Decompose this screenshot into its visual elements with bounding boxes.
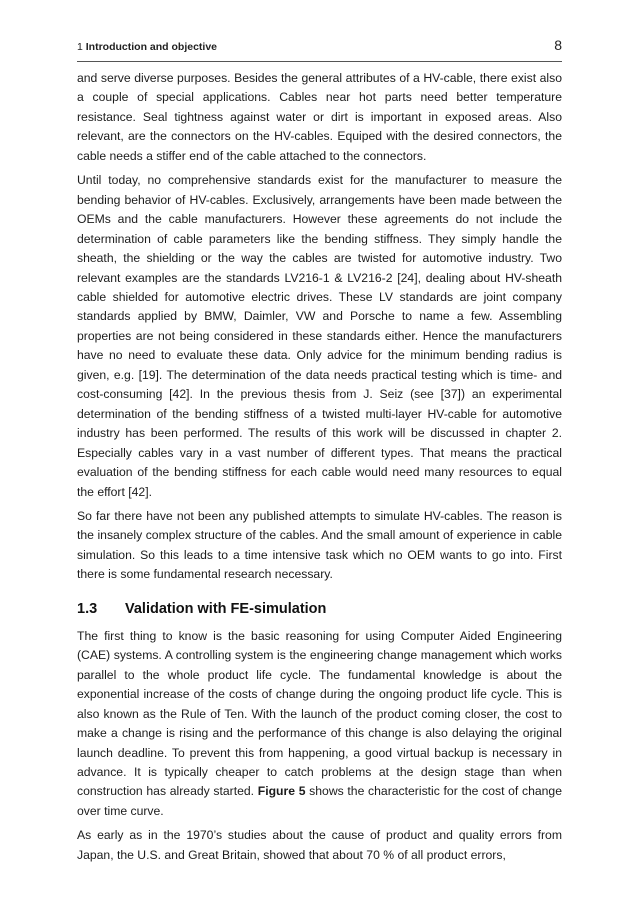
paragraph-text: The first thing to know is the basic reasoning for using Computer Aided Engineering (CAE) systems. A controlling system is the engineering change management which works parallel to the whole product life cycle. The fundamental knowledge is about the exponential increase of the costs of change during the ongoing product life cycle. This is also known as the Rule of Ten. With the launch of the product coming closer, the cost to make a change is rising and the performance of this change is also delaying the original launch deadline. To prevent this from happening, a good virtual backup is necessary in advance. It is typically cheaper to catch problems at the design stage than when construction has already started.: [77, 628, 562, 799]
paragraph: [77, 627, 562, 822]
paragraph: and serve diverse purposes. Besides the general attributes of a HV-cable, there exist also a couple of special applications. Cables near hot parts need better temperature resistance. Seal tightness against water or dirt is important in exposed areas. Also relevant, are the connectors on the HV-cables. Equiped with the desired connectors, the cable needs a stiffer end of the cable attached to the connectors.: [77, 71, 562, 163]
paragraph: As early as in the 1970’s studies about the cause of product and quality errors from Japan, the U.S. and Great Britain, showed that about 70 % of all product errors,: [77, 828, 562, 862]
section-heading: [77, 599, 562, 621]
chapter-title: Introduction and objective: [85, 41, 218, 53]
paragraph: Until today, no comprehensive standards exist for the manufacturer to measure the bending behavior of HV-cables. Exclusively, arrangements have been made between the OEMs and the cable manufacturers. However these agreements do not include the determination of cable parameters like the bending stiffness. They simply handle the sheath, the shielding or the way the cables are twisted for automotive industry. Two relevant examples are the standards LV216-1 & LV216-2 [24], dealing about HV-sheath cable shielded for automotive electric drives. These LV standards are joint company standards applied by BMW, Daimler, VW and Porsche to name a few. Assembling properties are not being considered in these standards either. Hence the manufacturers have no need to evaluate these data. Only advice for the minimum bending radius is given, e.g. [19]. The determination of the data needs practical testing which is time- and cost-consuming [42]. In the previous thesis from J. Seiz (see [37]) an experimental determination of the bending stiffness of a twisted multi-layer HV-cable for automotive industry has been performed. The results of this work will be discussed in chapter 2. Especially cables vary in a vast number of different types. That means the practical evaluation of the bending stiffness for each cable would need many resources to equal the effort [42].: [77, 173, 562, 499]
header-divider: [77, 61, 562, 62]
paragraph-text: shows the characteristic for the cost of change over time curve.: [77, 784, 562, 818]
figure-reference-link[interactable]: Figure 5: [257, 784, 306, 799]
chapter-number: 1: [77, 41, 83, 53]
section-title: Validation with FE-simulation: [125, 600, 327, 617]
section-number: 1.3: [77, 600, 98, 617]
body-text: [77, 69, 562, 870]
paragraph: So far there have not been any published attempts to simulate HV-cables. The reason is the insanely complex structure of the cables. And the small amount of experience in cable simulation. So this leads to a time intensive task which no OEM wants to go into. First there is some fundamental research necessary.: [77, 508, 562, 582]
page-number: 8: [554, 37, 562, 53]
running-header: [77, 37, 562, 57]
chapter-heading: [77, 41, 217, 53]
